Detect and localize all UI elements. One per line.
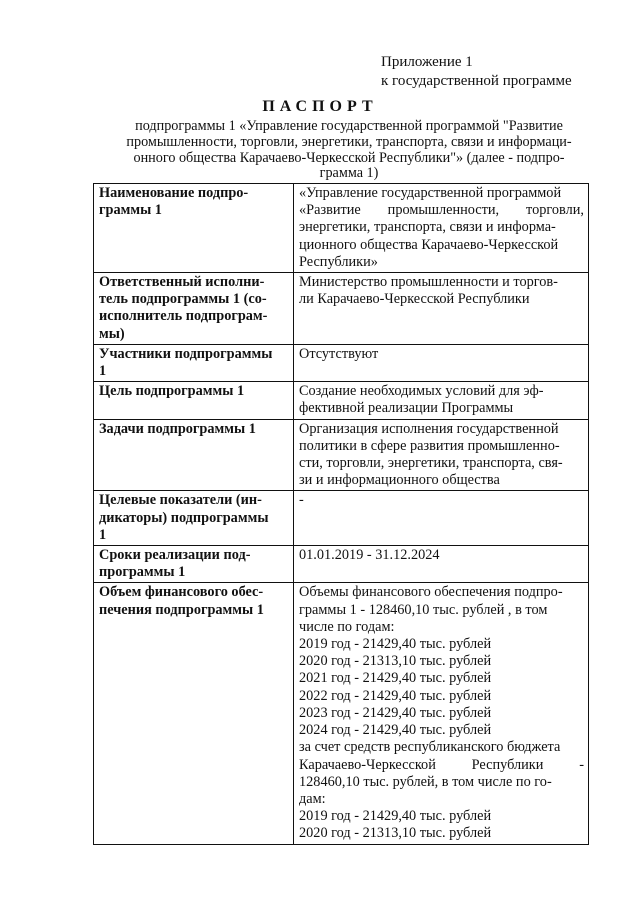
row-value-line: - [299,492,304,509]
row-value-line: Министерство промышленности и торгов- [299,274,558,291]
row-header-line: 1 [99,363,107,380]
row-header-line: мы) [99,325,125,342]
row-value-line: «Управление государственной программой [299,185,562,201]
appendix-line-2: к государственной программе [381,73,572,89]
row-value [294,583,589,844]
row-header-line: Объем финансового обес- [99,584,264,601]
subtitle-line: онного общества Карачаево-Черкесской Республики"» (далее - подпро- [133,149,565,166]
row-header [94,184,294,273]
row-header-line: Участники подпрограммы [99,345,273,362]
row-header [94,491,294,546]
row-header [94,583,294,844]
document-subtitle [112,119,586,182]
row-value-line: Республики» [299,253,378,270]
row-value-line: 01.01.2019 - 31.12.2024 [299,547,440,564]
row-value-line: ционного общества Карачаево-Черкесской [299,236,559,253]
row-header-line: исполнитель подпрограм- [99,308,268,325]
row-value-line: 2024 год - 21429,40 тыс. рублей [299,722,492,739]
row-header-line: дикаторы) подпрограммы [99,509,269,526]
row-header-line: тель подпрограммы 1 (со- [99,291,267,308]
row-value-line: 2020 год - 21313,10 тыс. рублей [299,653,492,670]
row-header [94,546,294,583]
subtitle-line: промышленности, торговли, энергетики, транспорта, связи и информаци- [126,133,572,150]
row-value [294,491,589,546]
row-header-line: Целевые показатели (ин- [99,492,262,509]
row-value-line: 2021 год - 21429,40 тыс. рублей [299,670,492,687]
word: - [579,756,584,773]
row-header-line: граммы 1 [99,202,162,219]
row-value-line: энергетики, транспорта, связи и информа- [299,219,556,236]
table-row [94,344,589,381]
table-row [94,273,589,345]
table-row [94,382,589,419]
row-value-line: граммы 1 - 128460,10 тыс. рублей , в том [299,601,548,618]
row-header-line: Сроки реализации под- [99,547,251,564]
row-value-line: сти, торговли, энергетики, транспорта, свя- [299,455,563,472]
word: Республики [471,756,544,773]
row-value-line: политики в сфере развития промышленно- [299,437,560,454]
document-title: ПАСПОРТ [262,98,378,115]
row-value [294,382,589,419]
row-value-line: 2023 год - 21429,40 тыс. рублей [299,704,492,721]
row-value-line: 2019 год - 21429,40 тыс. рублей [299,808,492,825]
row-value-line: 128460,10 тыс. рублей, в том числе по го- [299,773,552,790]
table-row [94,184,589,273]
row-value-line: Отсутствуют [299,345,379,362]
row-value [294,273,589,345]
row-value-line: ли Карачаево-Черкесской Республики [299,291,530,308]
row-value-line: дам: [299,790,326,807]
row-header-line: Наименование подпро- [99,185,249,201]
row-value-line [299,757,584,774]
row-value-line: 2019 год - 21429,40 тыс. рублей [299,636,492,653]
row-value-line: Организация исполнения государственной [299,420,559,437]
appendix-line-1: Приложение 1 [381,54,473,70]
row-value-line: фективной реализации Программы [299,400,514,417]
subtitle-line: грамма 1) [319,165,379,182]
row-value-line: за счет средств республиканского бюджета [299,739,561,756]
row-header-line: Ответственный исполни- [99,274,265,291]
row-header-line: Цель подпрограммы 1 [99,383,245,400]
row-value-line: Создание необходимых условий для эф- [299,383,544,400]
row-value-line [299,202,584,219]
row-header-line: печения подпрограммы 1 [99,601,264,618]
row-header-line: 1 [99,526,107,543]
row-header [94,419,294,491]
row-value-line: Объемы финансового обеспечения подпро- [299,584,563,601]
row-value [294,344,589,381]
appendix-label [381,53,572,91]
row-header-line: Задачи подпрограммы 1 [99,420,256,437]
row-value-line: числе по годам: [299,618,395,635]
word: Карачаево-Черкесской [299,756,436,773]
table-row [94,491,589,546]
passport-table [93,183,589,845]
row-header-line: программы 1 [99,564,186,581]
table-row [94,583,589,844]
row-value-line: 2020 год - 21313,10 тыс. рублей [299,825,492,842]
row-header [94,382,294,419]
table-row [94,419,589,491]
word: торговли, [526,202,584,219]
word: «Развитие [299,202,361,219]
row-value [294,184,589,273]
row-value [294,546,589,583]
table-row [94,546,589,583]
row-header [94,344,294,381]
row-header [94,273,294,345]
word: промышленности, [387,202,500,219]
subtitle-line: подпрограммы 1 «Управление государственной программой "Развитие [135,118,563,134]
row-value-line: зи и информационного общества [299,472,500,489]
row-value [294,419,589,491]
row-value-line: 2022 год - 21429,40 тыс. рублей [299,687,492,704]
